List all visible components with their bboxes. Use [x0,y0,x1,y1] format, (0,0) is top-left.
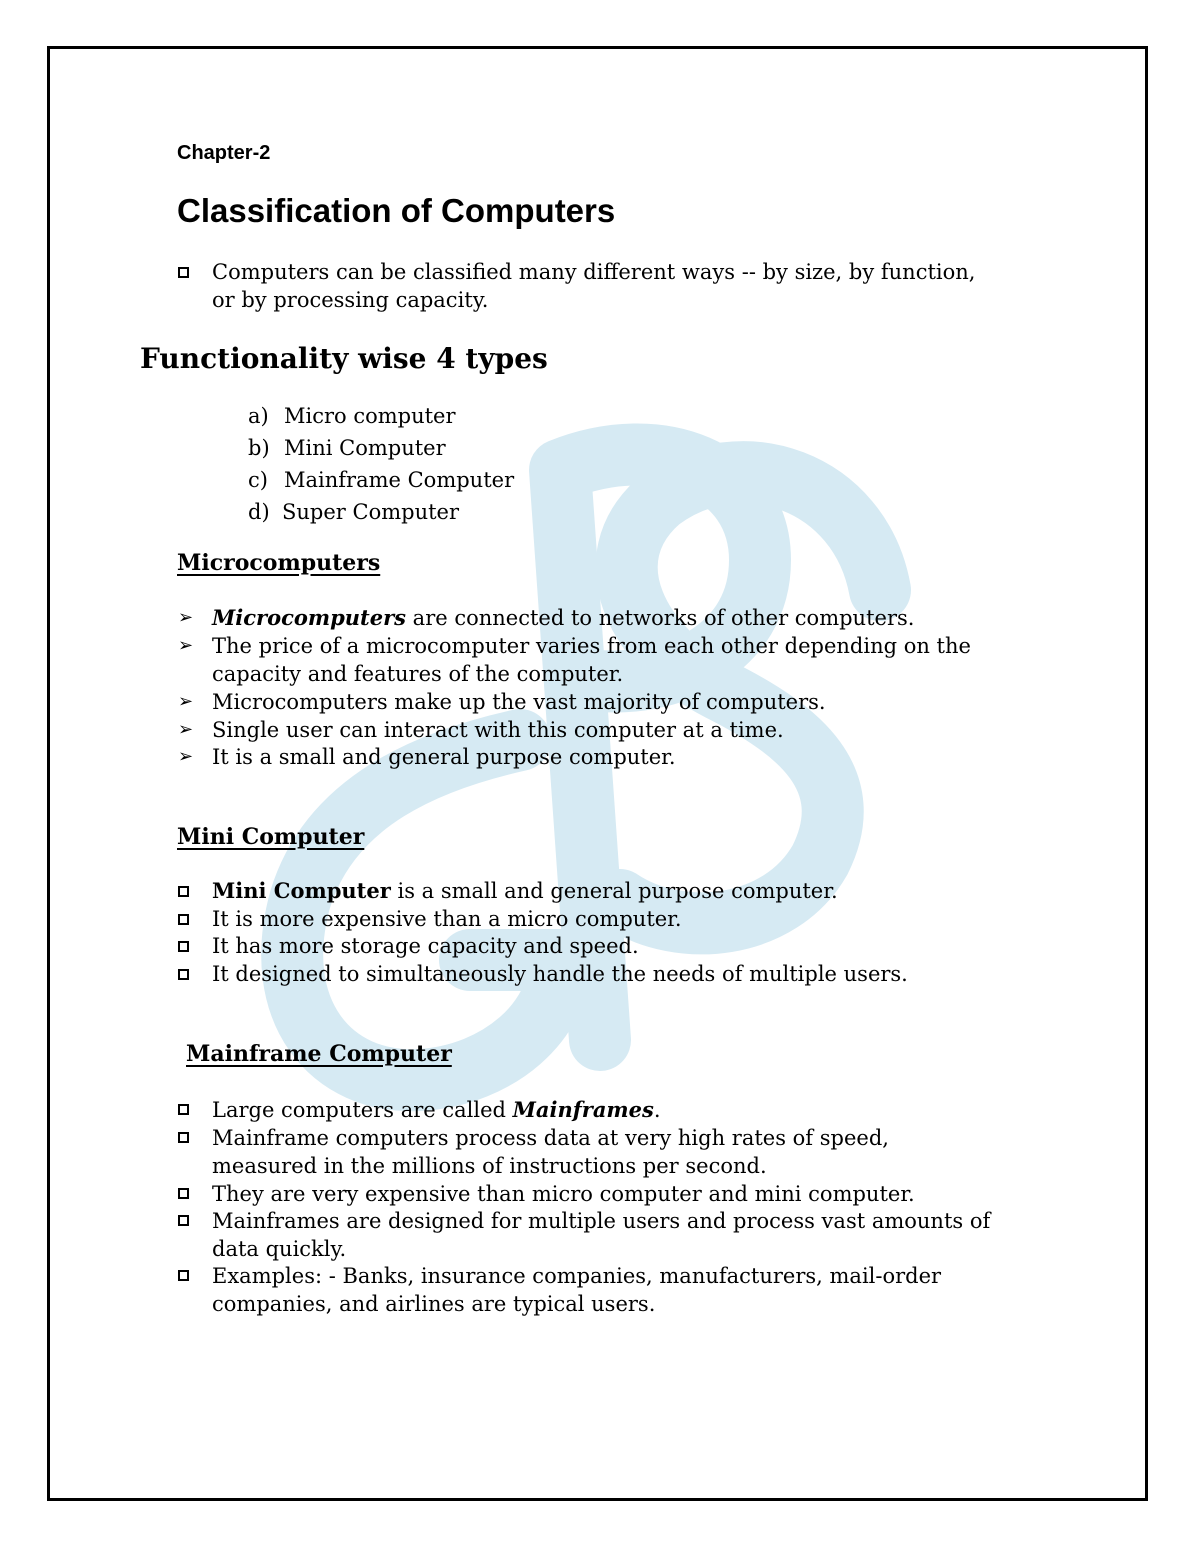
mini-bullet-1 [212,877,838,905]
square-bullet-icon [178,267,189,278]
mainframe-bullet-1-pre: Large computers are called [212,1098,513,1122]
mainframe-computer-heading: Mainframe Computer [186,1041,452,1067]
functionality-heading: Functionality wise 4 types [140,342,548,375]
intro-line-1: Computers can be classified many different ways -- by size, by function, [212,260,976,284]
chapter-label: Chapter-2 [177,142,271,164]
list-item-super: Super Computer [282,500,459,524]
intro-line-2: or by processing capacity. [212,288,489,312]
micro-bullet-4: Single user can interact with this computer at a time. [212,718,784,742]
micro-bullet-1-bold: Microcomputers [212,605,406,630]
mini-computer-heading: Mini Computer [177,824,365,850]
list-marker: d) [248,500,270,524]
page-title: Classification of Computers [177,192,616,229]
mini-bullet-1-rest: is a small and general purpose computer. [390,879,838,903]
list-marker: b) [248,436,270,460]
square-bullet-icon [178,1188,189,1199]
arrow-bullet-icon: ➢ [178,719,194,740]
mini-bullet-3: It has more storage capacity and speed. [212,934,639,958]
square-bullet-icon [178,969,189,980]
arrow-bullet-icon: ➢ [178,691,194,712]
square-bullet-icon [178,1104,189,1115]
list-marker: a) [248,404,269,428]
micro-bullet-2-line-2: capacity and features of the computer. [212,662,624,686]
mainframe-bullet-2-line-1: Mainframe computers process data at very high rates of speed, [212,1126,889,1150]
square-bullet-icon [178,1215,189,1226]
mini-bullet-1-bold: Mini Computer [212,878,391,903]
square-bullet-icon [178,1132,189,1143]
mini-bullet-4: It designed to simultaneously handle the needs of multiple users. [212,962,908,986]
microcomputers-heading: Microcomputers [177,550,381,576]
micro-bullet-5: It is a small and general purpose computer. [212,745,676,769]
square-bullet-icon [178,914,189,925]
list-item-mainframe: Mainframe Computer [284,468,515,492]
micro-bullet-3: Microcomputers make up the vast majority of computers. [212,690,826,714]
mini-bullet-2: It is more expensive than a micro computer. [212,907,682,931]
arrow-bullet-icon: ➢ [178,746,194,767]
mainframe-bullet-1 [212,1096,661,1124]
mainframe-bullet-1-bold: Mainframes [512,1097,654,1122]
mainframe-bullet-4-line-1: Mainframes are designed for multiple users and process vast amounts of [212,1209,991,1233]
mainframe-bullet-3: They are very expensive than micro computer and mini computer. [212,1182,915,1206]
mainframe-bullet-2-line-2: measured in the millions of instructions per second. [212,1154,767,1178]
micro-bullet-1 [212,604,914,632]
arrow-bullet-icon: ➢ [178,635,194,656]
arrow-bullet-icon: ➢ [178,607,194,628]
micro-bullet-2-line-1: The price of a microcomputer varies from each other depending on the [212,634,971,658]
square-bullet-icon [178,1270,189,1281]
square-bullet-icon [178,941,189,952]
list-marker: c) [248,468,268,492]
list-item-micro: Micro computer [284,404,456,428]
list-item-mini: Mini Computer [284,436,446,460]
square-bullet-icon [178,886,189,897]
mainframe-bullet-5-line-1: Examples: - Banks, insurance companies, manufacturers, mail-order [212,1264,942,1288]
micro-bullet-1-rest: are connected to networks of other computers. [406,606,915,630]
mainframe-bullet-1-post: . [653,1098,661,1122]
mainframe-bullet-4-line-2: data quickly. [212,1237,347,1261]
mainframe-bullet-5-line-2: companies, and airlines are typical users. [212,1292,656,1316]
